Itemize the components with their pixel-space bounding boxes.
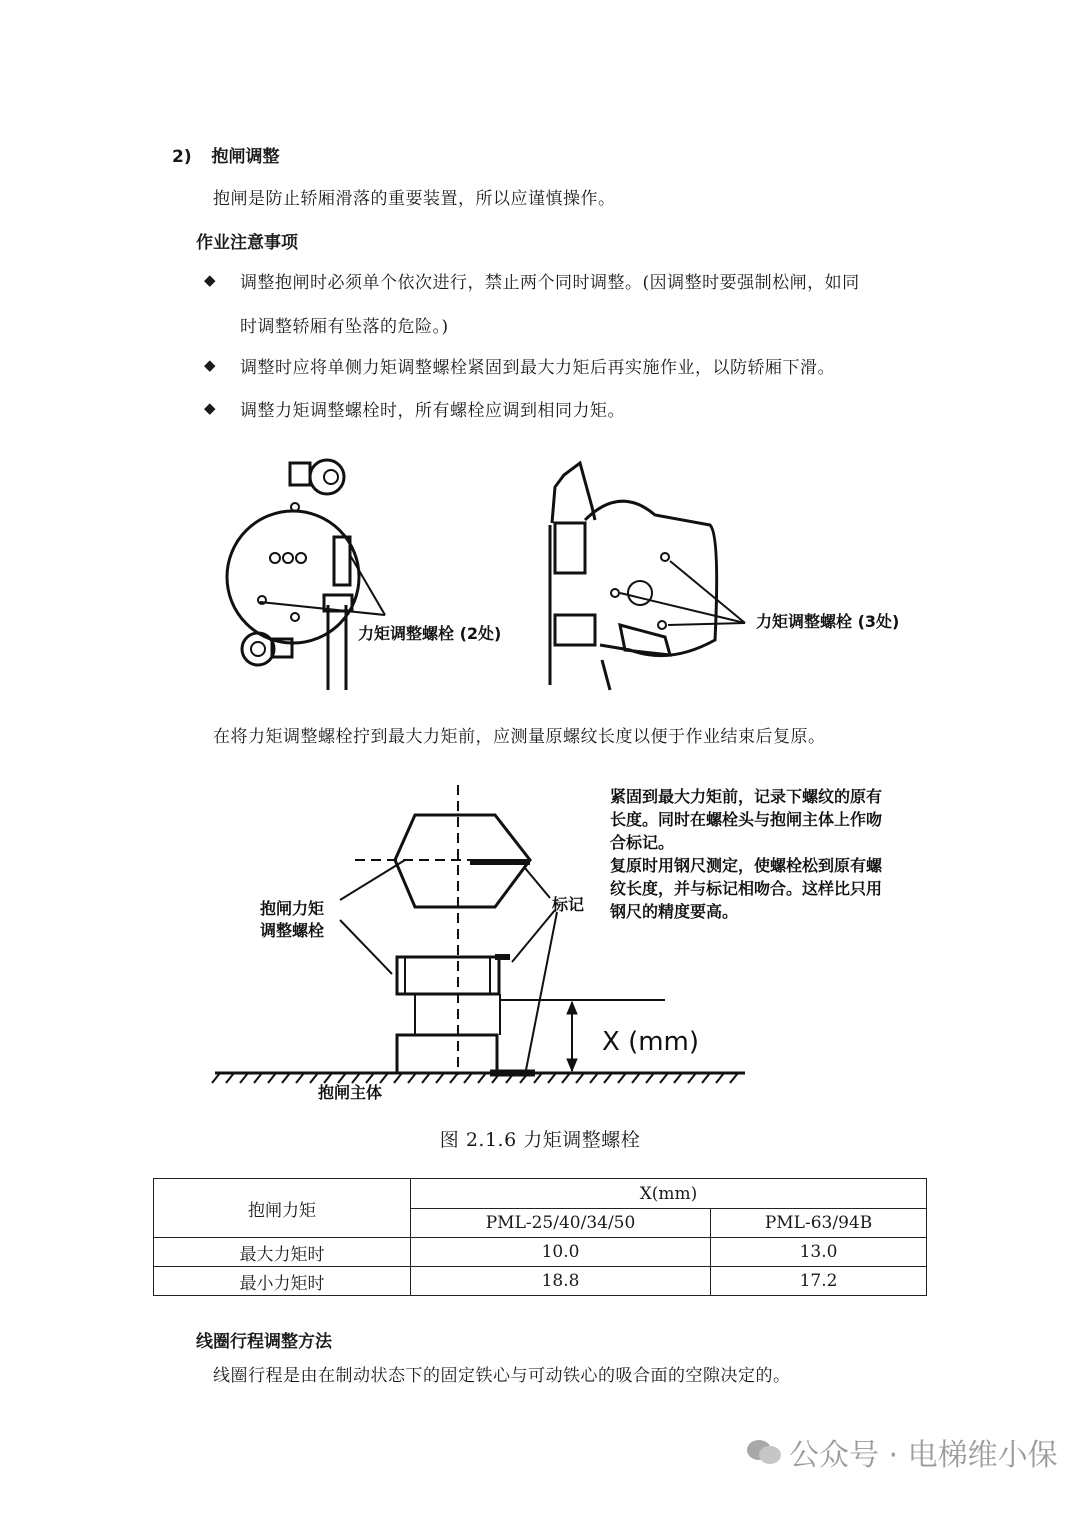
table-row-label: 最小力矩时	[154, 1267, 411, 1296]
precaution-item-1-line1: 调整抱闸时必须单个依次进行，禁止两个同时调整。(因调整时要强制松闸，如同	[240, 273, 860, 293]
right-bolt-label: 力矩调整螺栓 (3处)	[756, 612, 900, 631]
table-group-header: X(mm)	[411, 1179, 927, 1209]
precaution-item-3: 调整力矩调整螺栓时，所有螺栓应调到相同力矩。	[240, 401, 625, 421]
table-row-label: 最大力矩时	[154, 1238, 411, 1267]
table-cell: 18.8	[411, 1267, 711, 1296]
table-row	[154, 1238, 927, 1267]
bullet-diamond-icon: ◆	[204, 399, 216, 417]
torque-table	[153, 1178, 927, 1296]
coil-text: 线圈行程是由在制动状态下的固定铁心与可动铁心的吸合面的空隙决定的。	[213, 1366, 791, 1386]
table-row-header: 抱闸力矩	[154, 1179, 411, 1238]
bolt-label-line1: 抱闸力矩	[260, 899, 325, 918]
section-heading	[172, 142, 280, 167]
figure-caption: 图 2.1.6 力矩调整螺栓	[439, 1129, 641, 1151]
section-intro: 抱闸是防止轿厢滑落的重要装置，所以应谨慎操作。	[213, 189, 616, 209]
section-title: 抱闸调整	[211, 147, 280, 167]
note-line-5: 纹长度，并与标记相吻合。这样比只用	[610, 879, 883, 898]
note-line-4: 复原时用钢尺测定，使螺栓松到原有螺	[610, 856, 883, 875]
bullet-diamond-icon: ◆	[204, 356, 216, 374]
watermark-text: 公众号 · 电梯维小保	[789, 1438, 1058, 1473]
note-line-6: 钢尺的精度要高。	[610, 902, 739, 921]
precautions-title: 作业注意事项	[196, 233, 298, 253]
wechat-icon	[745, 1437, 783, 1467]
table-cell: 13.0	[711, 1238, 927, 1267]
bullet-diamond-icon: ◆	[204, 271, 216, 289]
bolt-measure-diagram	[200, 780, 980, 1105]
precaution-item-1-line2: 时调整轿厢有坠落的危险。)	[240, 317, 449, 337]
note-line-1: 紧固到最大力矩前，记录下螺纹的原有	[610, 787, 883, 806]
brake-adjust-bolts-figure	[200, 445, 940, 695]
note-line-3: 合标记。	[610, 833, 675, 852]
note-line-2: 长度。同时在螺栓头与抱闸主体上作吻	[610, 810, 883, 829]
table-col-header: PML-63/94B	[711, 1209, 927, 1238]
table-row	[154, 1267, 927, 1296]
mark-label: 标记	[552, 895, 585, 914]
left-bolt-label: 力矩调整螺栓 (2处)	[358, 624, 502, 643]
coil-title: 线圈行程调整方法	[196, 1332, 332, 1352]
x-dimension-label: X (mm)	[602, 1027, 700, 1057]
bolt-label-line2: 调整螺栓	[260, 921, 325, 940]
base-label: 抱闸主体	[318, 1083, 383, 1102]
table-cell: 17.2	[711, 1267, 927, 1296]
section-number: 2)	[172, 147, 192, 167]
watermark	[745, 1430, 1060, 1474]
table-cell: 10.0	[411, 1238, 711, 1267]
measure-note: 在将力矩调整螺栓拧到最大力矩前，应测量原螺纹长度以便于作业结束后复原。	[213, 727, 826, 747]
precaution-item-2: 调整时应将单侧力矩调整螺栓紧固到最大力矩后再实施作业，以防轿厢下滑。	[240, 358, 835, 378]
table-col-header: PML-25/40/34/50	[411, 1209, 711, 1238]
